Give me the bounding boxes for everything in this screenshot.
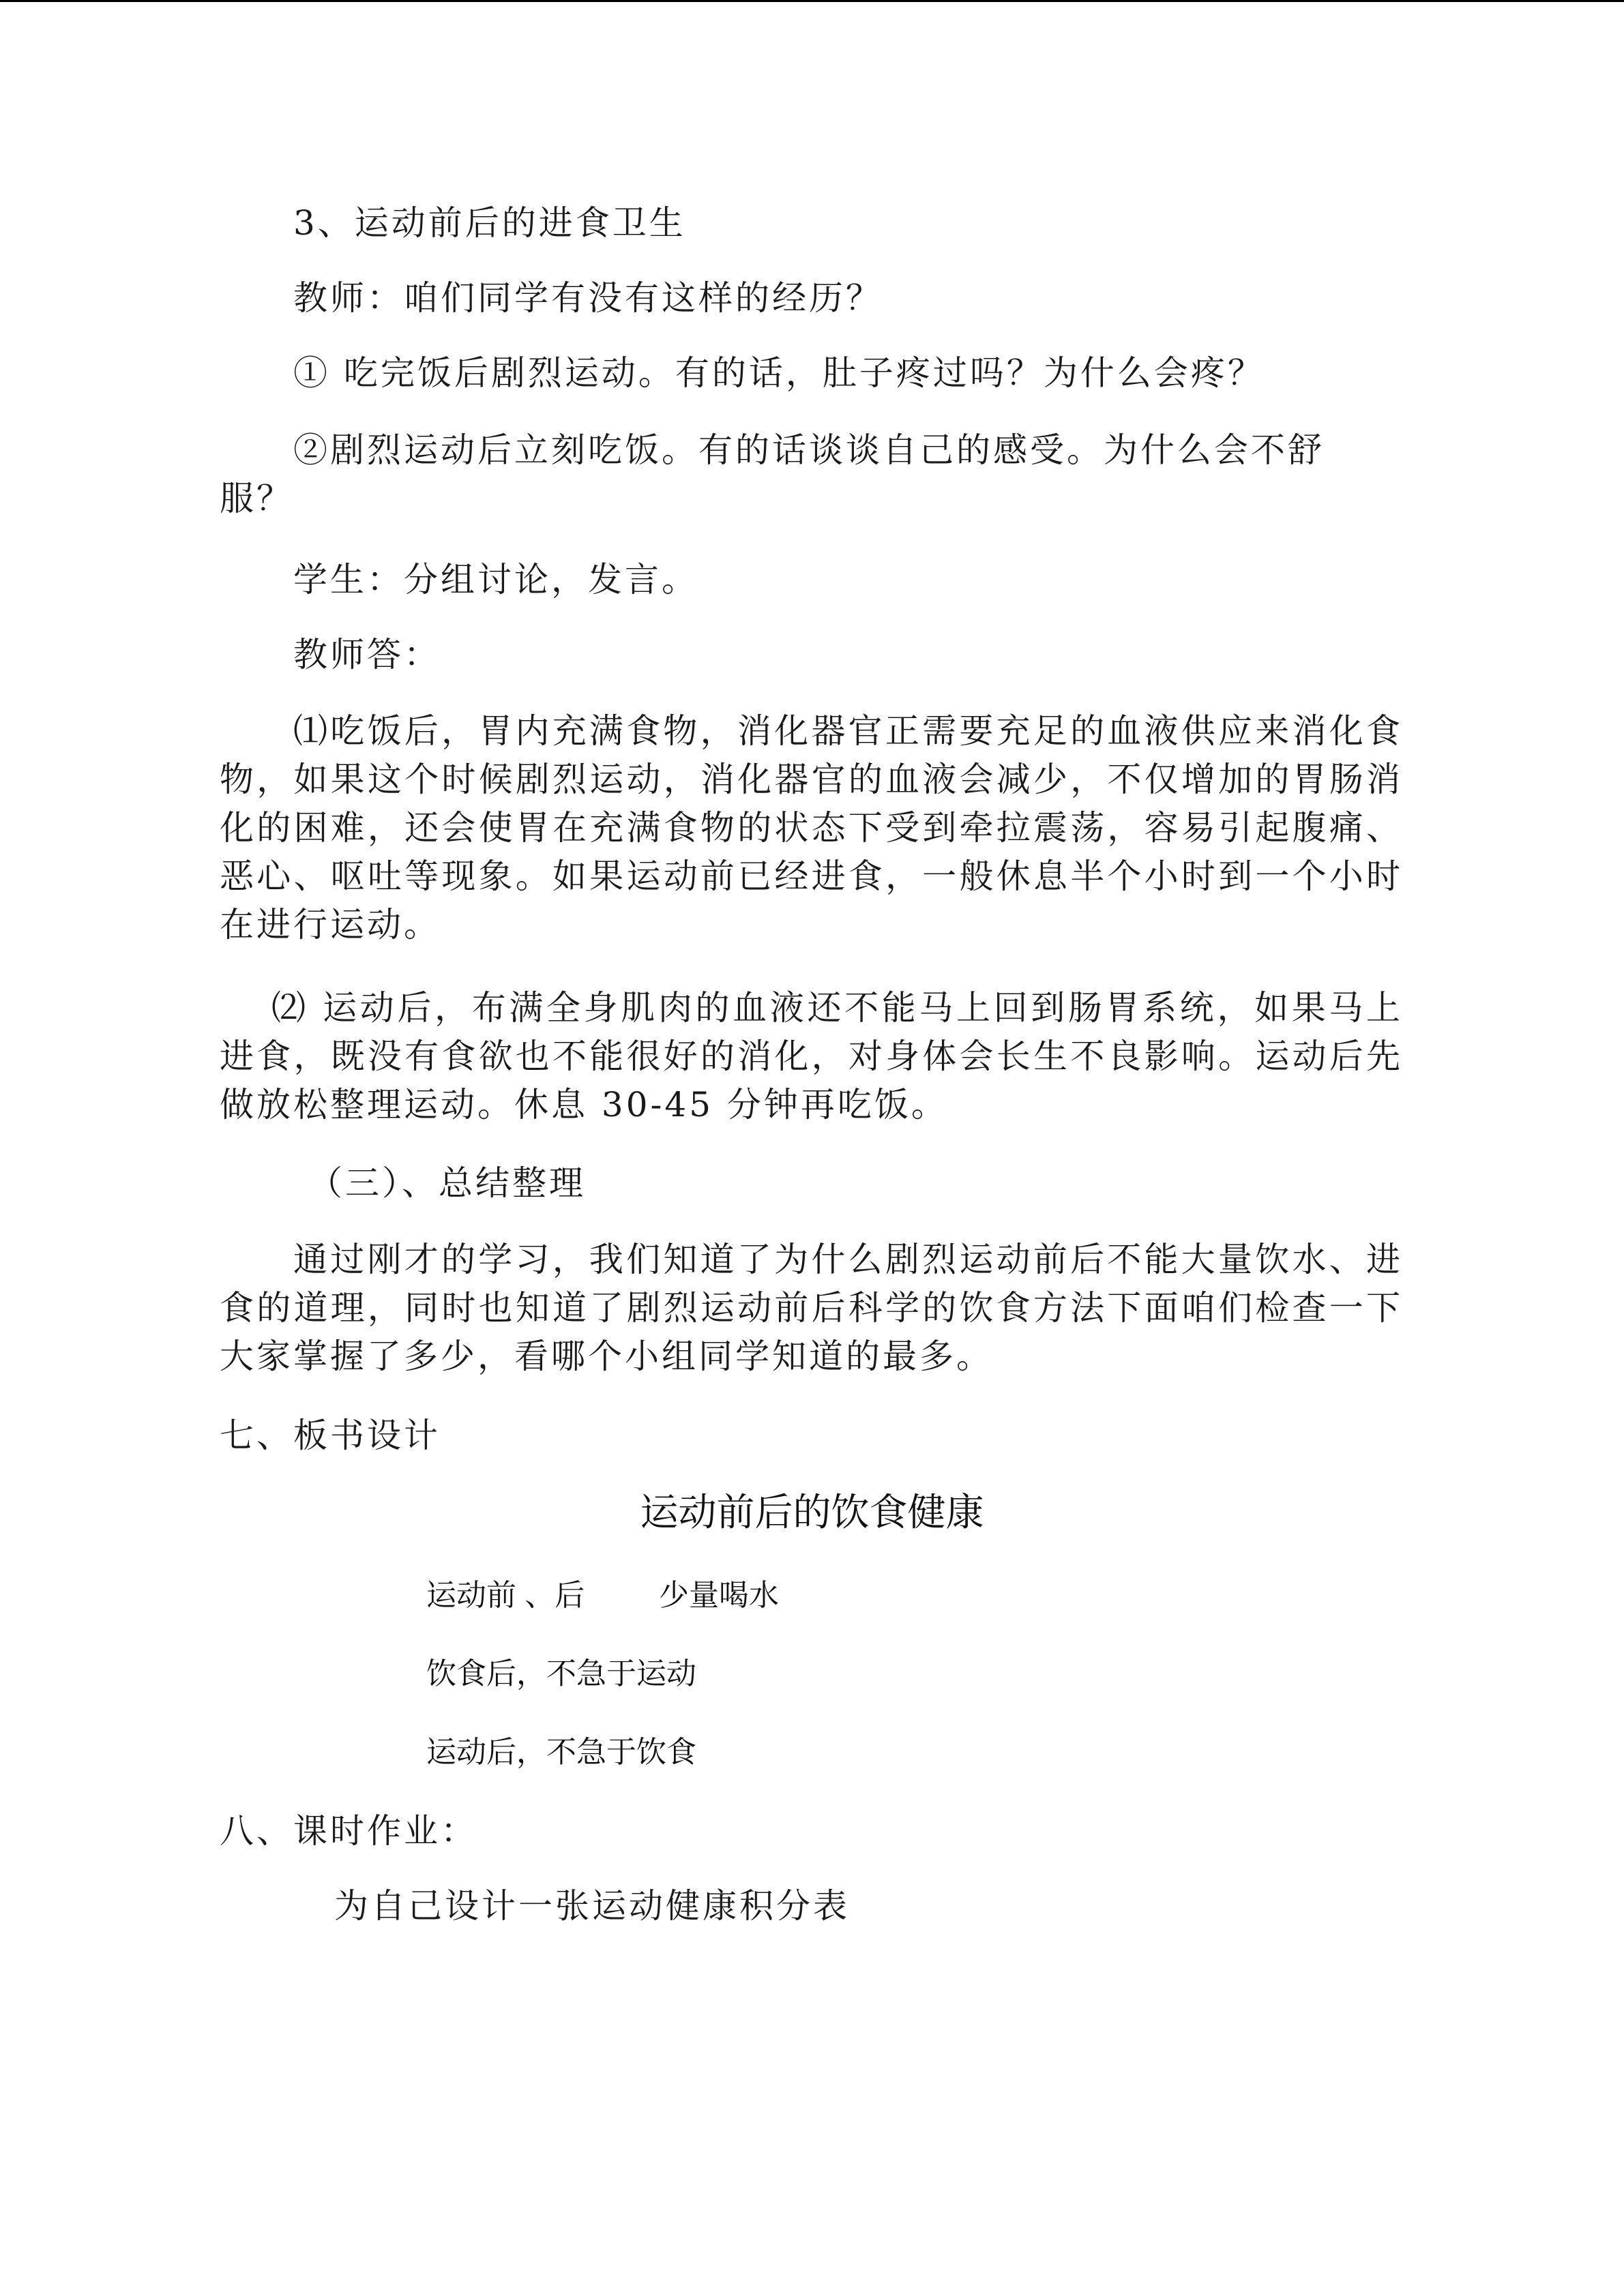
board-item-1-right: 少量喝水	[659, 1579, 779, 1612]
board-title: 运动前后的饮食健康	[640, 1491, 984, 1534]
answer-1-paragraph: ⑴吃饭后，胃内充满食物，消化器官正需要充足的血液供应来消化食物，如果这个时候剧烈运动，消化器官的血液会减少，不仅增加的胃肠消化的困难，还会使胃在充满食物的状态下受到牵拉震荡，容易引起腹痛、恶心、呕吐等现象。如果运动前已经进食，一般休息半个小时到一个小时在进行运动。	[220, 711, 1403, 944]
homework-task: 为自己设计一张运动健康积分表	[334, 1886, 850, 1926]
board-item-3: 运动后，不急于饮食	[426, 1735, 696, 1769]
section-3-heading: 3、运动前后的进食卫生	[293, 203, 686, 243]
board-design-heading: 七、板书设计	[220, 1416, 441, 1455]
summary-paragraph: 通过刚才的学习，我们知道了为什么剧烈运动前后不能大量饮水、进食的道理，同时也知道了剧烈运动前后科学的饮食方法下面咱们检查一下大家掌握了多少，看哪个小组同学知道的最多。	[220, 1240, 1403, 1376]
summary-heading: （三）、总结整理	[308, 1163, 586, 1203]
question-1: ① 吃完饭后剧烈运动。有的话，肚子疼过吗？为什么会疼？	[293, 353, 1265, 393]
question-2-line-2: 服？	[220, 479, 293, 518]
student-response: 学生：分组讨论，发言。	[293, 560, 698, 599]
board-item-2: 饮食后，不急于运动	[426, 1657, 696, 1690]
teacher-question: 教师：咱们同学有没有这样的经历？	[293, 278, 883, 318]
teacher-answer-label: 教师答：	[293, 635, 441, 674]
answer-2-paragraph: ⑵ 运动后，布满全身肌肉的血液还不能马上回到肠胃系统，如果马上进食，既没有食欲也不能很好的消化，对身体会长生不良影响。运动后先做放松整理运动。休息 30-45 分钟再吃饭。	[220, 988, 1403, 1124]
question-2-line-1: ②剧烈运动后立刻吃饭。有的话谈谈自己的感受。为什么会不舒	[293, 430, 1325, 470]
homework-heading: 八、课时作业：	[220, 1811, 477, 1851]
board-item-1-left: 运动前 、后	[426, 1579, 585, 1612]
